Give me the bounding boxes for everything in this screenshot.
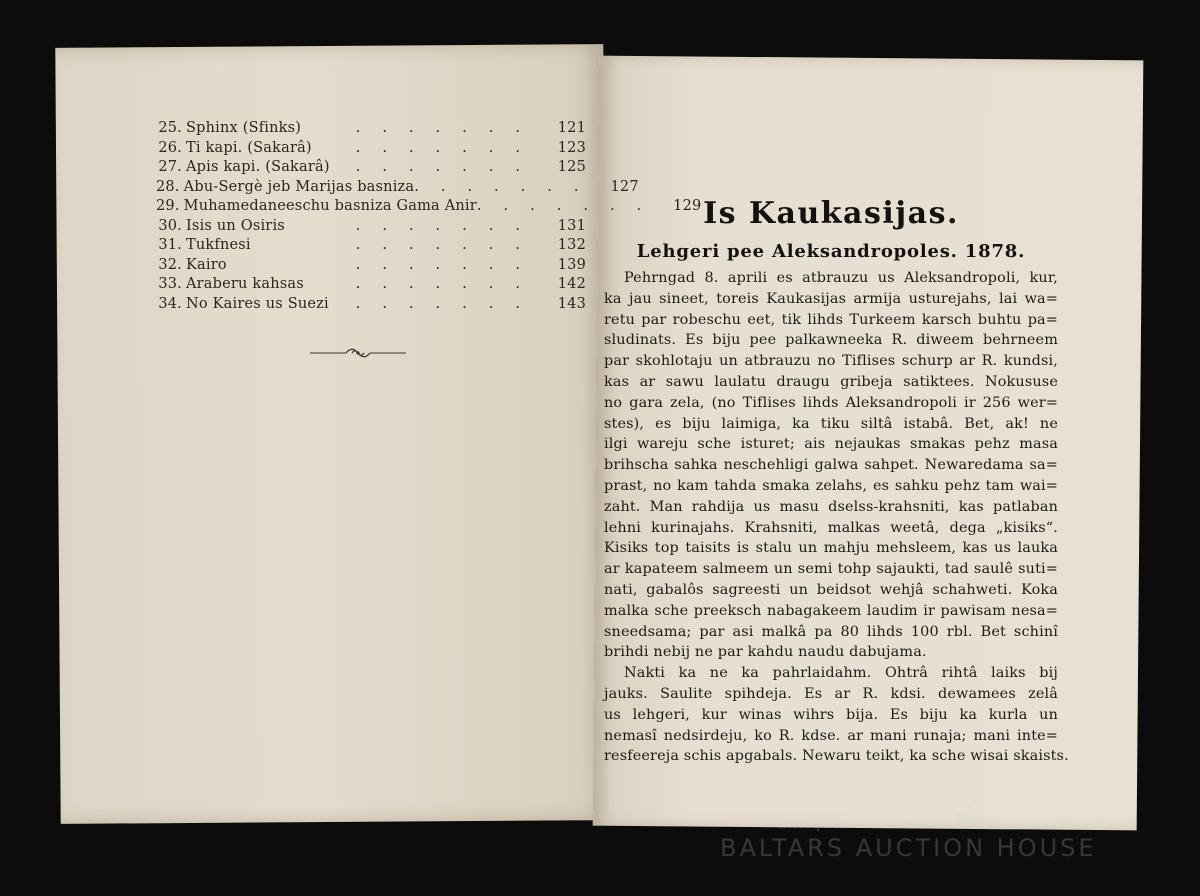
toc-entry — [156, 198, 702, 218]
toc-number: 27. — [158, 159, 182, 175]
toc-page-number: 121 — [557, 120, 586, 136]
toc-leader: ....... — [355, 295, 542, 312]
toc-page-number: 132 — [557, 237, 586, 253]
toc-entry — [156, 178, 639, 199]
toc-leader: ....... — [414, 178, 601, 195]
toc-page-number: 129 — [673, 198, 702, 214]
text-line: resfeereja schis apgabals. Newaru teikt, ka sche wisai skaists. — [604, 748, 1069, 765]
text-line: brihscha sahka neschehligi galwa sahpet. Newaredama sa= — [604, 457, 1058, 474]
toc-number: 26. — [158, 139, 182, 156]
toc-entry — [156, 237, 586, 257]
toc-title: No Kaires us Suezi — [186, 295, 329, 312]
text-line: Kisiks top taisits is stalu un mahju mehsleem, kas us lauka — [604, 540, 1058, 557]
toc-leader: ....... — [355, 276, 542, 292]
text-line: Pehrngad 8. aprili es atbrauzu us Aleksandropoli, kur, — [624, 270, 1058, 286]
toc-title: Sphinx (Sfinks) — [186, 120, 302, 136]
toc-page-number: 131 — [557, 217, 586, 234]
watermark-brand: BALTARS AUCTION HOUSE — [720, 834, 1097, 862]
table-of-contents — [156, 120, 702, 315]
toc-number: 29. — [156, 198, 180, 214]
toc-title: Tukfnesi — [186, 237, 251, 253]
toc-title: Abu-Sergè jeb Marijas basniza — [183, 178, 415, 195]
toc-page-number: 139 — [557, 256, 586, 273]
text-line: jauks. Saulite spihdeja. Es ar R. kdsi. dewamees zelâ — [604, 685, 1058, 702]
toc-leader: ....... — [355, 120, 542, 136]
toc-number: 33. — [158, 276, 182, 292]
text-line: Nakti ka ne ka pahrlaidahm. Ohtrâ rihtâ laiks bij — [624, 665, 1058, 682]
toc-page-number: 123 — [557, 139, 586, 156]
text-line: sludinats. Es biju pee palkawneeka R. diweem behrneem — [604, 332, 1058, 349]
watermark-tagline: antiques and art — [778, 814, 920, 832]
text-line: ar kapateem salmeem un semi tohp sajaukti, tad saulê suti= — [604, 561, 1058, 578]
text-line: kas ar sawu laulatu draugu gribeja satiktees. Nokususe — [604, 373, 1058, 390]
text-line: prast, no kam tahda smaka zelahs, es sahku pehz tam wai= — [604, 477, 1058, 494]
toc-title: Isis un Osiris — [186, 217, 285, 234]
ornament-divider-icon — [310, 346, 406, 360]
toc-page-number: 142 — [557, 276, 586, 292]
toc-title: Apis kapi. (Sakarâ) — [186, 159, 330, 175]
toc-number: 31. — [158, 237, 182, 253]
text-line: ilgi wareju sche isturet; ais nejaukas smakas pehz masa — [604, 436, 1058, 453]
chapter-title: Is Kaukasijas. — [703, 196, 959, 231]
toc-leader: ....... — [355, 159, 542, 175]
crown-icon — [952, 800, 986, 830]
toc-page-number: 125 — [557, 159, 586, 175]
toc-title: Kairo — [186, 256, 227, 273]
toc-leader: ....... — [355, 256, 542, 273]
text-line: zaht. Man rahdija us masu dselss-krahsniti, kas patlaban — [604, 498, 1058, 515]
toc-entry — [156, 140, 586, 160]
toc-leader: ....... — [355, 217, 542, 234]
toc-entry — [156, 257, 586, 277]
toc-number: 28. — [156, 178, 180, 195]
toc-entry — [156, 159, 586, 179]
toc-number: 25. — [158, 120, 182, 136]
text-line: no gara zela, (no Tiflises lihds Aleksandropoli ir 256 wer= — [604, 394, 1058, 411]
text-line: sneedsama; par asi malkâ pa 80 lihds 100 rbl. Bet schinî — [604, 623, 1058, 640]
toc-leader: ....... — [476, 198, 664, 214]
chapter-subtitle: Lehgeri pee Aleksandropoles. 1878. — [636, 241, 1026, 262]
toc-entry — [156, 120, 586, 140]
watermark — [720, 808, 1120, 888]
text-line: stes), es biju laimiga, ka tiku siltâ istabâ. Bet, ak! ne — [604, 415, 1058, 432]
toc-entry — [156, 296, 586, 316]
text-line: retu par robeschu eet, tik lihds Turkeem karsch buhtu pa= — [604, 311, 1058, 328]
text-line: par skohlotaju un atbrauzu no Tiflises schurp ar R. kundsi, — [604, 353, 1058, 370]
toc-number: 32. — [158, 256, 182, 273]
toc-page-number: 127 — [610, 178, 639, 195]
toc-title: Ti kapi. (Sakarâ) — [186, 139, 312, 156]
toc-number: 30. — [158, 217, 182, 234]
text-line: us lehgeri, kur winas wihrs bija. Es biju ka kurla un — [604, 706, 1058, 723]
toc-leader: ....... — [355, 237, 542, 253]
toc-title: Araberu kahsas — [186, 276, 304, 292]
text-line: nemasî nedsirdeju, ko R. kdse. ar mani runaja; mani inte= — [604, 727, 1058, 744]
text-line: malka sche preeksch nabagakeem laudim ir pawisam nesa= — [604, 602, 1058, 619]
toc-number: 34. — [158, 295, 182, 312]
text-line: nati, gabalôs sagreesti un beidsot wehjâ schahweti. Koka — [604, 581, 1058, 598]
text-line: lehni kurinajahs. Krahsniti, malkas weetâ, dega „kisiks“. — [604, 519, 1058, 536]
toc-entry — [156, 218, 586, 238]
text-line: ka jau sineet, toreis Kaukasijas armija usturejahs, lai wa= — [604, 290, 1058, 307]
toc-leader: ....... — [355, 139, 542, 156]
chapter-text — [604, 196, 1069, 767]
toc-title: Muhamedaneeschu basniza Gama Anir — [183, 198, 477, 214]
toc-page-number: 143 — [557, 295, 586, 312]
toc-entry — [156, 276, 586, 296]
text-line: brihdi nebij ne par kahdu naudu dabujama. — [604, 644, 927, 661]
